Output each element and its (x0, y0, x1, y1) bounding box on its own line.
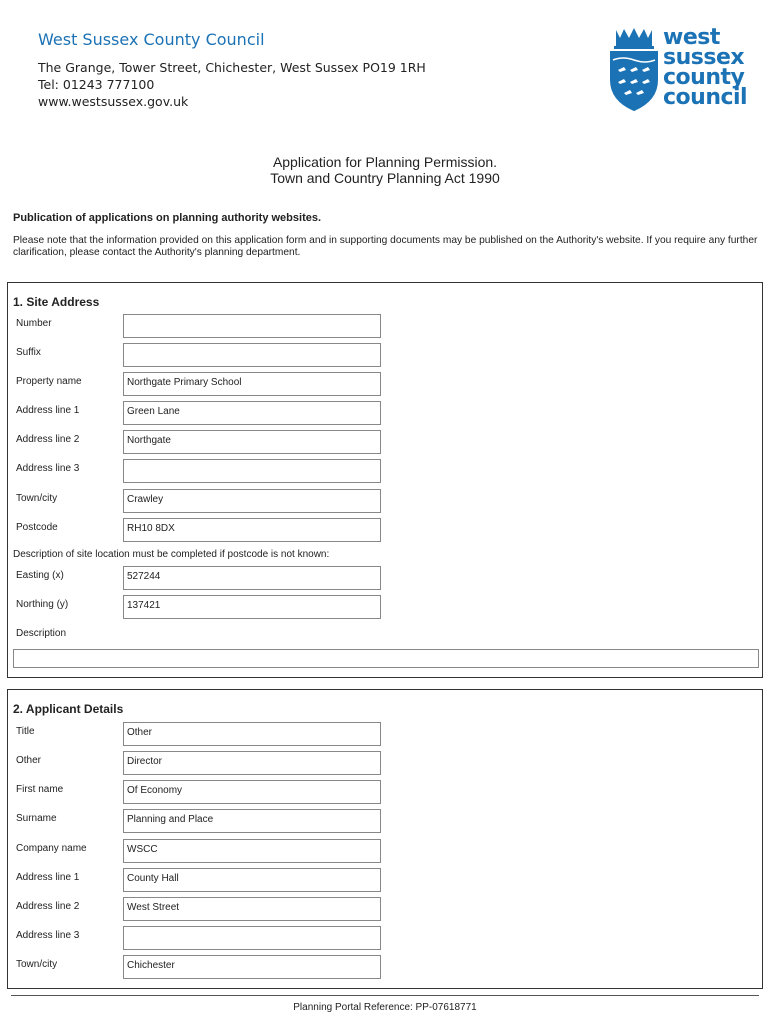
location-note: Description of site location must be completed if postcode is not known: (13, 549, 330, 560)
field-label: First name (16, 784, 64, 795)
footer-divider (11, 995, 759, 996)
organisation-address: The Grange, Tower Street, Chichester, West Sussex PO19 1RH (38, 60, 426, 75)
field-label: Number (16, 318, 52, 329)
address-line-3-field[interactable] (123, 459, 381, 483)
logo-word-4: council (663, 85, 748, 110)
logo-word-3: county (663, 65, 745, 90)
applicant-address-line-2-field[interactable]: West Street (123, 897, 381, 921)
field-label: Postcode (16, 522, 58, 533)
field-label: Title (16, 726, 35, 737)
title-field[interactable]: Other (123, 722, 381, 746)
northing-field[interactable]: 137421 (123, 595, 381, 619)
description-field[interactable] (13, 649, 759, 668)
field-label: Town/city (16, 493, 58, 504)
number-field[interactable] (123, 314, 381, 338)
portal-reference: Planning Portal Reference: PP-07618771 (293, 1002, 477, 1013)
publication-heading: Publication of applications on planning authority websites. (13, 212, 322, 224)
crest-icon (608, 26, 660, 112)
address-line-2-field[interactable]: Northgate (123, 430, 381, 454)
field-label: Easting (x) (16, 570, 64, 581)
field-label: Address line 2 (16, 901, 80, 912)
field-label: Surname (16, 813, 57, 824)
field-label: Northing (y) (16, 599, 69, 610)
site-address-section (7, 282, 763, 678)
address-line-1-field[interactable]: Green Lane (123, 401, 381, 425)
surname-field[interactable]: Planning and Place (123, 809, 381, 833)
applicant-details-section (7, 689, 763, 989)
suffix-field[interactable] (123, 343, 381, 367)
field-label: Address line 1 (16, 872, 80, 883)
publication-text: Please note that the information provided on this application form and in supporting documents may be published on the Authority's website. If you require any further clarification, please contact the Authority's planning department. (13, 235, 758, 258)
applicant-town-city-field[interactable]: Chichester (123, 955, 381, 979)
field-label: Address line 3 (16, 463, 80, 474)
field-label: Address line 3 (16, 930, 80, 941)
first-name-field[interactable]: Of Economy (123, 780, 381, 804)
field-label: Address line 1 (16, 405, 80, 416)
other-title-field[interactable]: Director (123, 751, 381, 775)
field-label: Address line 2 (16, 434, 80, 445)
organisation-name: West Sussex County Council (38, 30, 265, 49)
logo-word-1: west (663, 25, 720, 50)
logo-word-2: sussex (663, 45, 745, 70)
form-title: Application for Planning Permission. (272, 154, 498, 170)
description-label: Description (16, 628, 67, 639)
company-name-field[interactable]: WSCC (123, 839, 381, 863)
section-title: 2. Applicant Details (13, 702, 124, 716)
town-city-field[interactable]: Crawley (123, 489, 381, 513)
section-title: 1. Site Address (13, 295, 100, 309)
organisation-telephone: Tel: 01243 777100 (38, 77, 155, 92)
organisation-website: www.westsussex.gov.uk (38, 94, 189, 109)
field-label: Suffix (16, 347, 41, 358)
property-name-field[interactable]: Northgate Primary School (123, 372, 381, 396)
form-subtitle: Town and Country Planning Act 1990 (270, 170, 500, 186)
applicant-address-line-3-field[interactable] (123, 926, 381, 950)
council-logo (608, 26, 758, 112)
field-label: Company name (16, 843, 87, 854)
field-label: Other (16, 755, 42, 766)
field-label: Town/city (16, 959, 58, 970)
applicant-address-line-1-field[interactable]: County Hall (123, 868, 381, 892)
postcode-field[interactable]: RH10 8DX (123, 518, 381, 542)
field-label: Property name (16, 376, 82, 387)
easting-field[interactable]: 527244 (123, 566, 381, 590)
